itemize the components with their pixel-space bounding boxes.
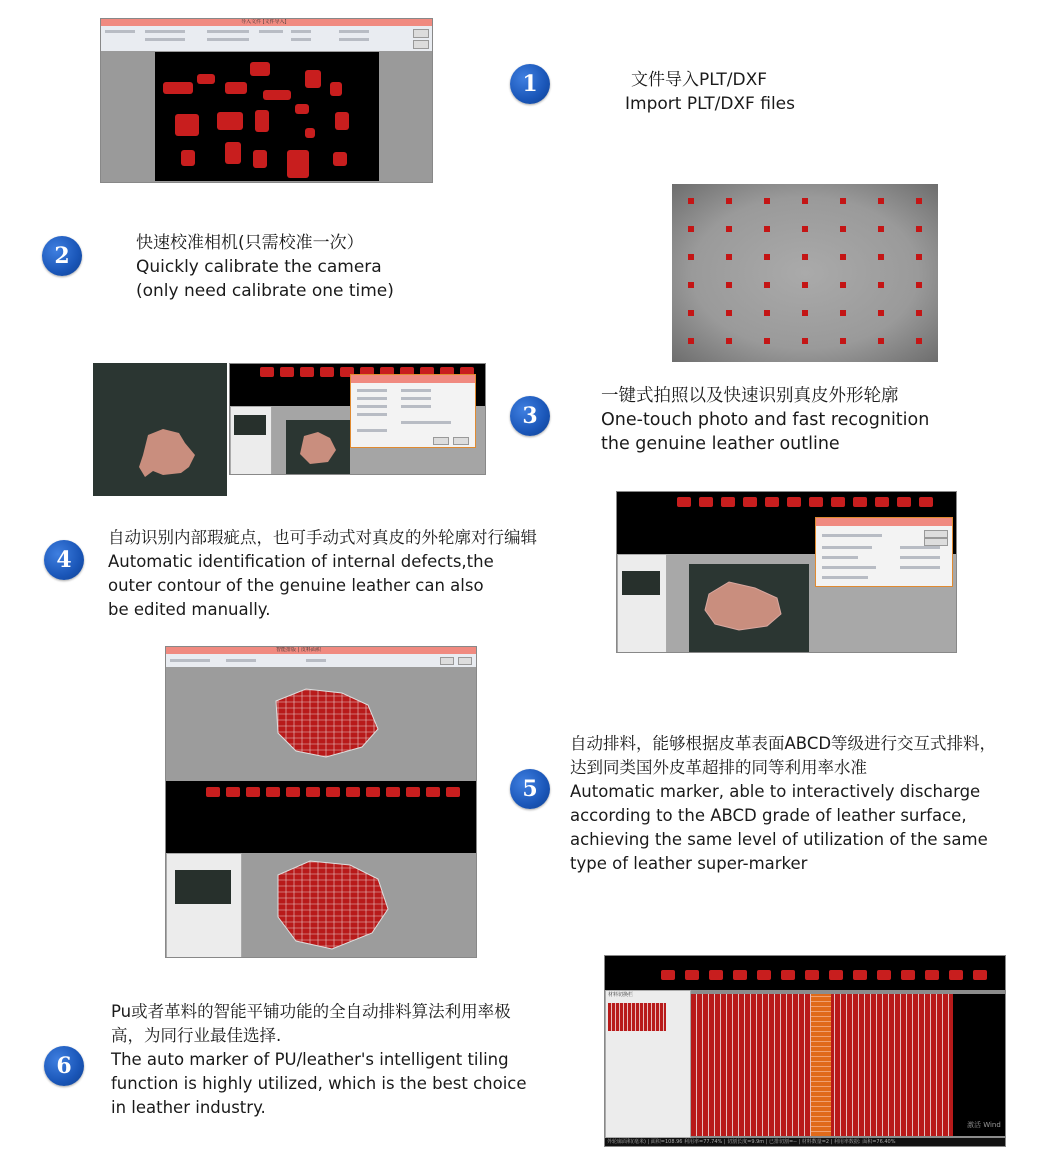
nested-leather-top — [266, 681, 386, 765]
calibration-dot — [726, 282, 732, 288]
dialog-confirm-button[interactable] — [924, 530, 948, 538]
step-3-text — [601, 384, 929, 456]
calibration-dot — [878, 310, 884, 316]
tiled-marker-area — [691, 994, 953, 1136]
step-3-zh: 一键式拍照以及快速识别真皮外形轮廓 — [601, 386, 899, 406]
calibration-dot — [802, 254, 808, 260]
calibration-dot — [764, 282, 770, 288]
calibration-dot — [688, 310, 694, 316]
calibration-dot — [688, 282, 694, 288]
step-4-text — [108, 526, 537, 622]
calibration-dot — [916, 282, 922, 288]
step-1-text — [625, 68, 795, 116]
leather-photo — [93, 363, 227, 496]
step-2-text — [136, 231, 394, 303]
pattern-strip — [166, 781, 476, 805]
step-5-text — [570, 732, 996, 876]
pattern-strip — [605, 956, 1005, 990]
step-5-zh-line2: 达到同类国外皮革超排的同等利用率水准 — [570, 758, 867, 777]
step-2-en-line1: Quickly calibrate the camera — [136, 257, 382, 277]
dialog-ok-button[interactable] — [433, 437, 449, 445]
material-panel — [230, 406, 272, 475]
step-5-en-line4: type of leather super-marker — [570, 854, 808, 873]
step-6-zh-line1: Pu或者革料的智能平铺功能的全自动排料算法利用率极 — [111, 1002, 511, 1021]
calibration-dot — [878, 198, 884, 204]
calibration-dot — [688, 254, 694, 260]
calibration-dot — [878, 282, 884, 288]
step-5-en-line2: according to the ABCD grade of leather surface, — [570, 806, 967, 825]
calibration-dot — [802, 338, 808, 344]
material-switch-panel — [605, 990, 691, 1138]
calibration-dot — [878, 254, 884, 260]
status-bar: 外轮廓面积(毫米) | 面积=108.96 利用率=77.74% | 切割长度=9.9m | 已排切割=-- | 材料数量=2 | 利用率数据: 面积=76.40% — [605, 1138, 1006, 1146]
pattern-preview-area — [155, 52, 379, 181]
calibration-dot — [840, 310, 846, 316]
step-1-en: Import PLT/DXF files — [625, 94, 795, 114]
step-1-badge: 1 — [510, 64, 550, 104]
step-3-en-line1: One-touch photo and fast recognition — [601, 410, 930, 430]
recognition-settings-dialog — [350, 374, 476, 448]
calibration-dot — [726, 198, 732, 204]
screenshot-photo-recognition — [229, 363, 486, 475]
calibration-dot — [840, 338, 846, 344]
step-5-en-line1: Automatic marker, able to interactively discharge — [570, 782, 981, 801]
calibration-dot — [726, 254, 732, 260]
screenshot-auto-marker — [165, 646, 477, 958]
calibration-dot — [688, 226, 694, 232]
calibration-dot — [726, 226, 732, 232]
step-6-text — [111, 1000, 527, 1120]
import-options-panel — [101, 26, 432, 51]
window-title: 智能排版 | 皮料面积 — [276, 647, 321, 653]
calibration-board-photo — [672, 184, 938, 362]
window-title: 导入文件 [文件导入] — [241, 19, 287, 25]
step-2-zh: 快速校准相机(只需校准一次） — [136, 233, 364, 253]
material-panel — [617, 554, 667, 653]
calibration-dot — [840, 226, 846, 232]
step-4-zh: 自动识别内部瑕疵点，也可手动式对真皮的外轮廓对行编辑 — [108, 528, 537, 547]
calibration-dot — [840, 282, 846, 288]
recognition-params-dialog — [815, 517, 953, 587]
step-2-en-line2: (only need calibrate one time) — [136, 281, 394, 301]
calibration-dot — [764, 226, 770, 232]
screenshot-pu-tiling — [604, 955, 1006, 1147]
calibration-dot — [764, 310, 770, 316]
step-2-badge: 2 — [42, 236, 82, 276]
step-6-en-line3: in leather industry. — [111, 1098, 266, 1117]
step-4-en-line2: outer contour of the genuine leather can also — [108, 576, 484, 595]
screenshot-import-files — [100, 18, 433, 183]
calibration-dot — [802, 282, 808, 288]
calibration-dot — [726, 310, 732, 316]
screenshot-defect-editing — [616, 491, 957, 653]
window-titlebar — [166, 647, 476, 654]
ok-button[interactable] — [413, 29, 429, 38]
calibration-dot — [688, 338, 694, 344]
step-6-en-line1: The auto marker of PU/leather's intelligent tiling — [111, 1050, 509, 1069]
leather-shape — [93, 363, 227, 496]
step-1-zh: 文件导入PLT/DXF — [631, 70, 768, 90]
step-4-badge: 4 — [44, 540, 84, 580]
activation-watermark: 激活 Wind — [967, 1121, 1001, 1129]
calibration-dot — [916, 254, 922, 260]
dialog-cancel-button[interactable] — [924, 538, 948, 546]
step-6-zh-line2: 高，为同行业最佳选择. — [111, 1026, 282, 1045]
calibration-dot — [840, 254, 846, 260]
calibration-dot — [916, 198, 922, 204]
cancel-button[interactable] — [413, 40, 429, 49]
pattern-strip — [617, 492, 956, 514]
calibration-dot — [916, 226, 922, 232]
step-3-en-line2: the genuine leather outline — [601, 434, 840, 454]
step-5-en-line3: achieving the same level of utilization of the same — [570, 830, 988, 849]
calibration-dot — [764, 338, 770, 344]
calibration-dot — [726, 338, 732, 344]
calibration-dot — [764, 198, 770, 204]
step-5-zh-line1: 自动排料，能够根据皮革表面ABCD等级进行交互式排料， — [570, 734, 997, 753]
step-4-en-line1: Automatic identification of internal defects,the — [108, 552, 494, 571]
step-5-badge: 5 — [510, 769, 550, 809]
step-3-badge: 3 — [510, 396, 550, 436]
calibration-dot — [878, 226, 884, 232]
calibration-dot — [840, 198, 846, 204]
step-4-en-line3: be edited manually. — [108, 600, 271, 619]
material-panel-title: 材料切换栏 — [608, 992, 634, 998]
calibration-dot — [764, 254, 770, 260]
calibration-dot — [802, 226, 808, 232]
calibration-dot — [916, 338, 922, 344]
calibration-dot — [802, 310, 808, 316]
material-panel — [166, 853, 242, 958]
nested-leather-bottom — [266, 853, 396, 957]
calibration-dot — [878, 338, 884, 344]
calibration-dot — [916, 310, 922, 316]
calibration-dot — [688, 198, 694, 204]
dialog-cancel-button[interactable] — [453, 437, 469, 445]
step-6-en-line2: function is highly utilized, which is the best choice — [111, 1074, 527, 1093]
calibration-dot — [802, 198, 808, 204]
step-6-badge: 6 — [44, 1046, 84, 1086]
